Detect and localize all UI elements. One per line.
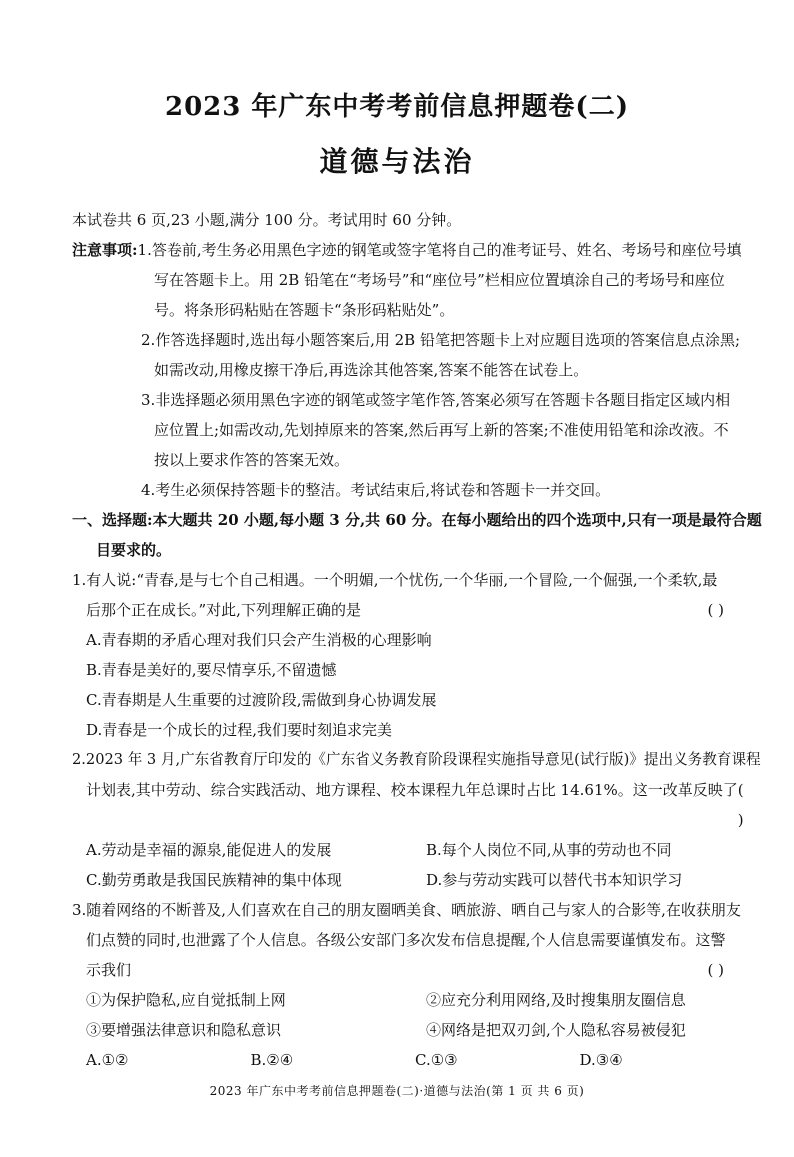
section-heading-line: 目要求的。 <box>96 541 172 559</box>
question-1 <box>72 565 744 745</box>
option-c: C.①③ <box>415 1051 458 1069</box>
question-2 <box>72 745 761 895</box>
note-number: 3. <box>141 391 156 409</box>
note-line: 作答选择题时,选出每小题答案后,用 2B 铅笔把答题卡上对应题目选项的答案信息点涂黑; <box>155 331 741 349</box>
notes-section <box>72 235 744 505</box>
option-a: A.劳动是幸福的源泉,能促进人的发展 <box>86 841 332 859</box>
option-d: D.③④ <box>579 1051 623 1069</box>
exam-title: 2023 年广东中考考前信息押题卷(二) <box>164 92 630 122</box>
option-a: A.青春期的矛盾心理对我们只会产生消极的心理影响 <box>86 631 432 649</box>
subject-title: 道德与法治 <box>319 145 475 178</box>
answer-bracket: ( ) <box>707 961 724 979</box>
option-b: B.每个人岗位不同,从事的劳动也不同 <box>426 841 672 859</box>
option-d: D.青春是一个成长的过程,我们要时刻追求完美 <box>86 721 393 739</box>
statement-1: ①为保护隐私,应自觉抵制上网 <box>86 991 286 1009</box>
statement-4: ④网络是把双刃剑,个人隐私容易被侵犯 <box>426 1021 686 1039</box>
question-stem-line: 们点赞的同时,也泄露了个人信息。各级公安部门多次发布信息提醒,个人信息需要谨慎发布。这警 <box>86 931 726 949</box>
question-stem-line: 2.2023 年 3 月,广东省教育厅印发的《广东省义务教育阶段课程实施指导意见(试行版)》提出义务教育课程 <box>72 751 761 768</box>
note-line: 应位置上;如需改动,先划掉原来的答案,然后再写上新的答案;不准使用铅笔和涂改液。不 <box>154 421 729 439</box>
note-item-3 <box>72 385 744 415</box>
option-a: A.①② <box>86 1051 129 1069</box>
answer-bracket: ( ) <box>737 781 744 829</box>
question-stem-line: 示我们 <box>86 961 132 979</box>
section-heading-line: 一、选择题:本大题共 20 小题,每小题 3 分,共 60 分。在每小题给出的四个选项中,只有一项是最符合题 <box>72 511 762 529</box>
notes-label: 注意事项: <box>72 241 138 259</box>
answer-bracket: ( ) <box>707 601 724 619</box>
note-number: 2. <box>141 331 156 349</box>
note-line: 答卷前,考生务必用黑色字迹的钢笔或签字笔将自己的准考证号、姓名、考场号和座位号填 <box>151 241 742 259</box>
note-item-1 <box>72 235 744 265</box>
intro-text: 本试卷共 6 页,23 小题,满分 100 分。考试用时 60 分钟。 <box>72 211 462 229</box>
page-footer: 2023 年广东中考考前信息押题卷(二)·道德与法治(第 1 页 共 6 页) <box>209 1084 585 1098</box>
question-stem-line: 3.随着网络的不断普及,人们喜欢在自己的朋友圈晒美食、晒旅游、晒自己与家人的合影等,在收获朋友 <box>72 901 741 919</box>
option-b: B.②④ <box>250 1051 294 1069</box>
exam-body <box>72 205 762 1075</box>
note-item-2 <box>72 325 744 355</box>
question-stem-line: 1.有人说:“青春,是与七个自己相遇。一个明媚,一个忧伤,一个华丽,一个冒险,一个倔强,一个柔软,最 <box>72 571 718 589</box>
section-heading <box>72 505 762 565</box>
statement-3: ③要增强法律意识和隐私意识 <box>86 1021 282 1039</box>
option-c: C.勤劳勇敢是我国民族精神的集中体现 <box>86 871 342 889</box>
note-line: 写在答题卡上。用 2B 铅笔在“考场号”和“座位号”栏相应位置填涂自己的考场号和座位 <box>154 271 725 289</box>
option-c: C.青春期是人生重要的过渡阶段,需做到身心协调发展 <box>86 691 437 709</box>
note-line: 考生必须保持答题卡的整洁。考试结束后,将试卷和答题卡一并交回。 <box>155 481 611 499</box>
note-number: 1. <box>137 241 152 259</box>
question-stem-line: 后那个正在成长。”对此,下列理解正确的是 <box>86 601 361 619</box>
note-line: 非选择题必须用黑色字迹的钢笔或签字笔作答,答案必须写在答题卡各题目指定区域内相 <box>155 391 731 409</box>
note-line: 号。将条形码粘贴在答题卡“条形码粘贴处”。 <box>154 301 455 319</box>
question-3 <box>72 895 744 1075</box>
note-item-4 <box>72 475 744 505</box>
note-line: 如需改动,用橡皮擦干净后,再选涂其他答案,答案不能答在试卷上。 <box>154 361 589 379</box>
note-number: 4. <box>141 481 156 499</box>
option-d: D.参与劳动实践可以替代书本知识学习 <box>426 871 683 889</box>
note-line: 按以上要求作答的答案无效。 <box>154 451 350 469</box>
option-b: B.青春是美好的,要尽情享乐,不留遗憾 <box>86 661 337 679</box>
question-stem-line: 计划表,其中劳动、综合实践活动、地方课程、校本课程九年总课时占比 14.61%。这一改革反映了 <box>86 781 738 799</box>
statement-2: ②应充分利用网络,及时搜集朋友圈信息 <box>426 991 686 1009</box>
